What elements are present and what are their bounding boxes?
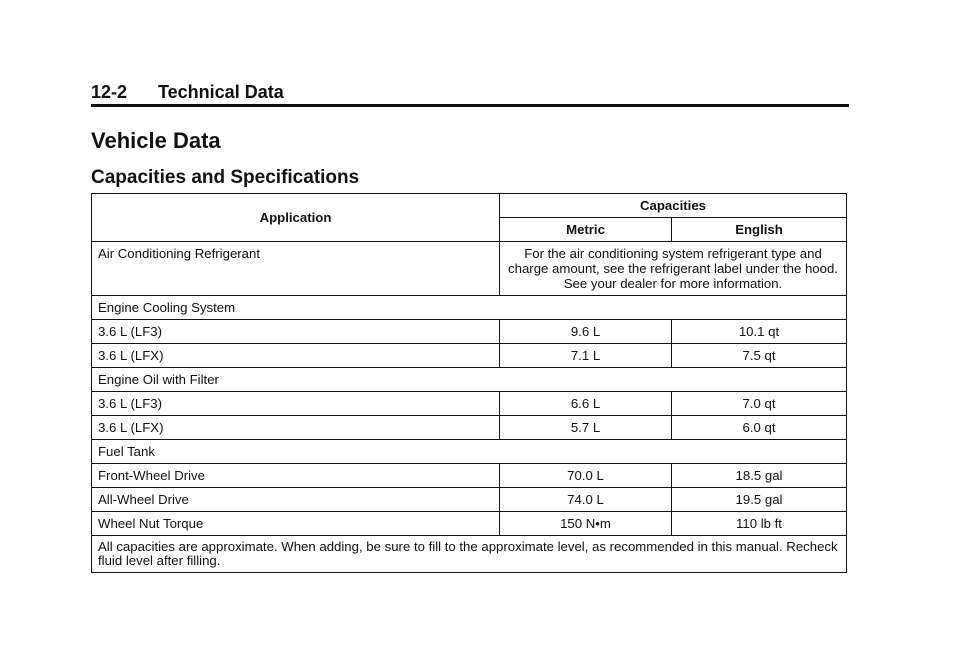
english-value: 19.5 gal	[672, 488, 847, 512]
header-capacities: Capacities	[500, 194, 847, 218]
capacities-table	[91, 193, 847, 573]
table-row	[92, 320, 847, 344]
section-number: 12-2	[91, 82, 128, 102]
metric-value: 70.0 L	[500, 464, 672, 488]
row-label: Air Conditioning Refrigerant	[92, 242, 500, 296]
table-row	[92, 344, 847, 368]
english-value: 110 lb ft	[672, 512, 847, 536]
table-row	[92, 416, 847, 440]
chapter-title: Technical Data	[158, 82, 284, 102]
table-row	[92, 440, 847, 464]
page-header	[91, 80, 849, 107]
engine-label: 3.6 L (LFX)	[92, 416, 500, 440]
table-row	[92, 242, 847, 296]
page-title: Vehicle Data	[91, 128, 221, 153]
table-row	[92, 464, 847, 488]
header-application: Application	[92, 194, 500, 242]
table-row	[92, 512, 847, 536]
table-row	[92, 536, 847, 573]
engine-label: 3.6 L (LF3)	[92, 320, 500, 344]
refrigerant-note: For the air conditioning system refrigerant type and charge amount, see the refrigerant label under the hood. See your dealer for more information.	[500, 242, 847, 296]
metric-value: 74.0 L	[500, 488, 672, 512]
engine-label: 3.6 L (LFX)	[92, 344, 500, 368]
table-row	[92, 368, 847, 392]
table-row	[92, 392, 847, 416]
english-value: 7.0 qt	[672, 392, 847, 416]
metric-value: 6.6 L	[500, 392, 672, 416]
english-value: 18.5 gal	[672, 464, 847, 488]
table-row	[92, 296, 847, 320]
header-metric: Metric	[500, 218, 672, 242]
drive-label: Front-Wheel Drive	[92, 464, 500, 488]
section-title: Capacities and Specifications	[91, 167, 360, 188]
english-value: 10.1 qt	[672, 320, 847, 344]
english-value: 7.5 qt	[672, 344, 847, 368]
metric-value: 150 N•m	[500, 512, 672, 536]
row-group-label: Fuel Tank	[92, 440, 847, 464]
metric-value: 7.1 L	[500, 344, 672, 368]
drive-label: All-Wheel Drive	[92, 488, 500, 512]
row-label: Wheel Nut Torque	[92, 512, 500, 536]
table-row	[92, 488, 847, 512]
metric-value: 5.7 L	[500, 416, 672, 440]
metric-value: 9.6 L	[500, 320, 672, 344]
english-value: 6.0 qt	[672, 416, 847, 440]
row-group-label: Engine Cooling System	[92, 296, 847, 320]
table-footnote: All capacities are approximate. When adding, be sure to fill to the approximate level, as recommended in this manual. Recheck fluid level after filling.	[92, 536, 847, 573]
row-group-label: Engine Oil with Filter	[92, 368, 847, 392]
header-english: English	[672, 218, 847, 242]
engine-label: 3.6 L (LF3)	[92, 392, 500, 416]
